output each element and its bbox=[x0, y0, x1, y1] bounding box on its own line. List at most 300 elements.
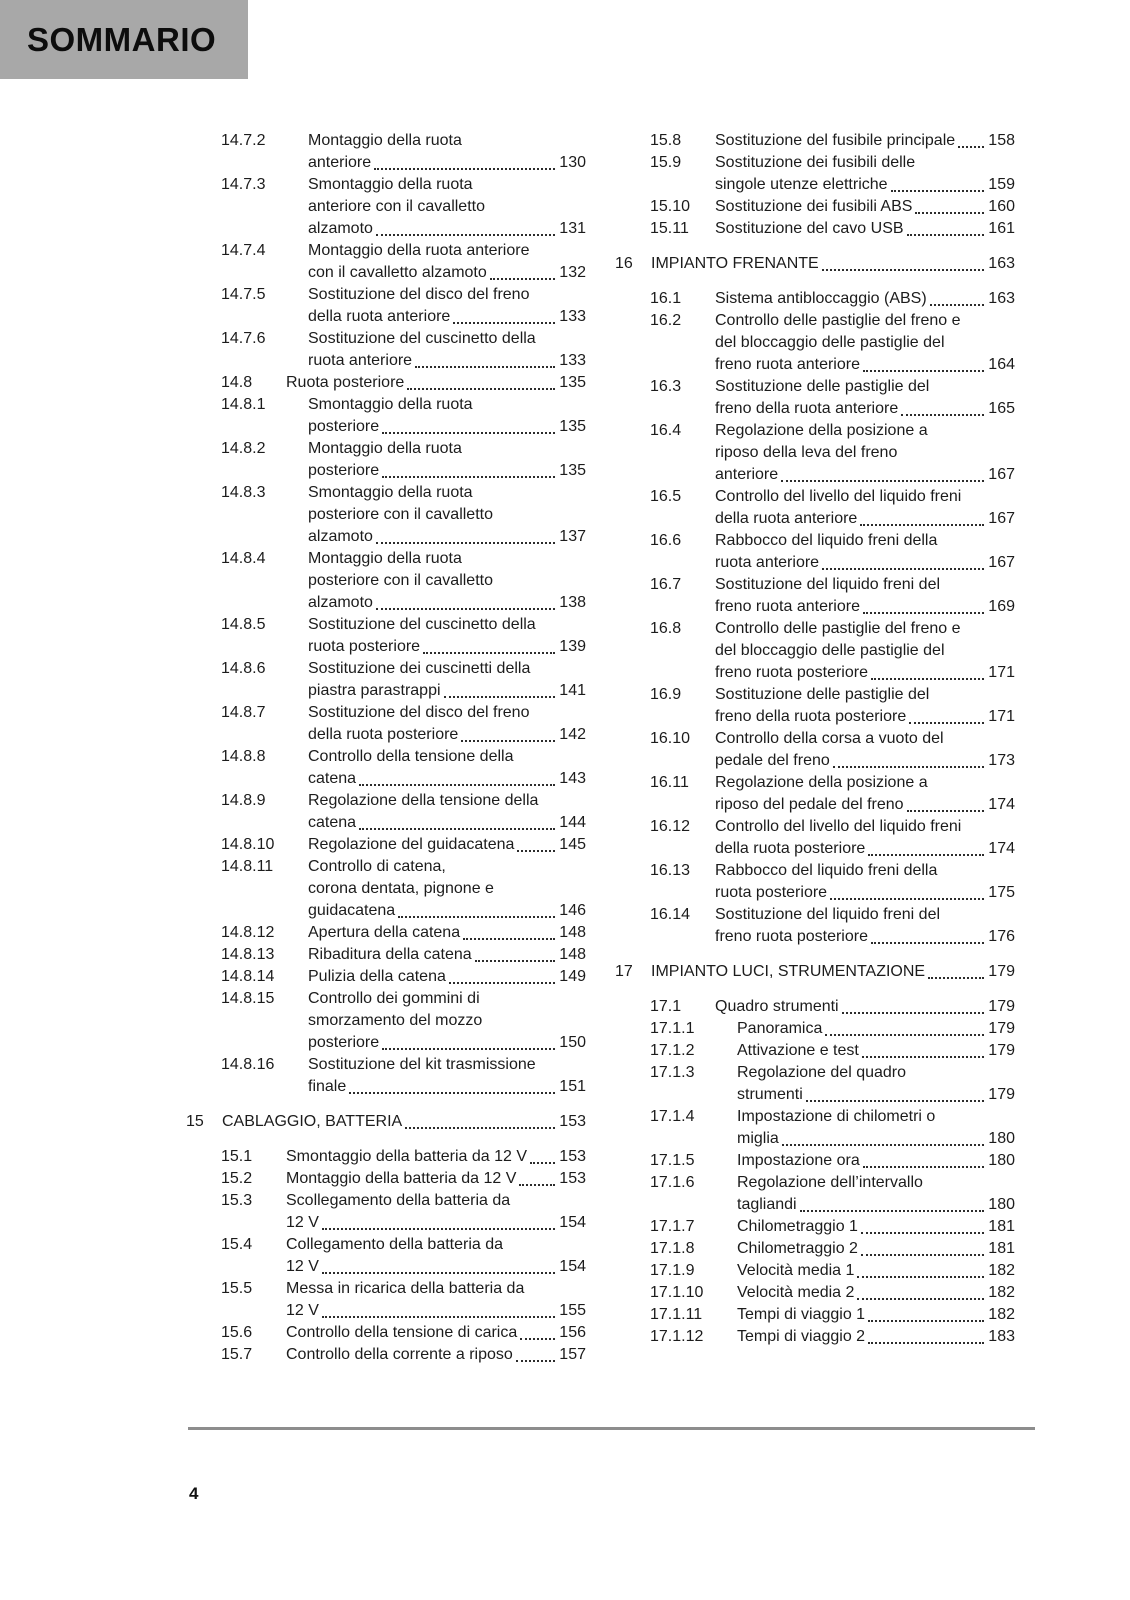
dotted-leader bbox=[382, 460, 555, 478]
toc-entry bbox=[186, 966, 586, 988]
toc-entry-title bbox=[308, 834, 586, 856]
toc-entry-title bbox=[308, 328, 586, 372]
dotted-leader bbox=[863, 1150, 985, 1168]
toc-entry-title-line bbox=[286, 372, 586, 394]
toc-entry-page: 153 bbox=[559, 1170, 586, 1187]
toc-entry-title-line: ruota anteriore bbox=[308, 352, 413, 369]
toc-entry-number: 15.8 bbox=[650, 132, 682, 149]
toc-entry-number: 14.8.3 bbox=[221, 484, 266, 501]
toc-entry-title-line bbox=[715, 552, 1015, 574]
toc-entry-title-line bbox=[286, 1146, 586, 1168]
dotted-leader bbox=[871, 926, 984, 944]
toc-entry-page: 163 bbox=[988, 255, 1015, 272]
toc-entry-title-line bbox=[222, 1111, 586, 1133]
toc-entry-page: 175 bbox=[988, 884, 1015, 901]
dotted-leader bbox=[463, 922, 555, 940]
toc-entry-title-line: posteriore con il cavalletto bbox=[308, 506, 493, 523]
toc-entry-title-line: Panoramica bbox=[737, 1020, 823, 1037]
toc-entry-page: 133 bbox=[559, 308, 586, 325]
toc-entry-page: 179 bbox=[988, 1020, 1015, 1037]
toc-entry-title-line: Sostituzione delle pastiglie del bbox=[715, 378, 930, 395]
dotted-leader bbox=[490, 262, 556, 280]
toc-entry-title bbox=[308, 702, 586, 746]
toc-entry-title-line: posteriore con il cavalletto bbox=[308, 572, 493, 589]
toc-entry-title-line bbox=[737, 1018, 1015, 1040]
toc-entry-title-line: Chilometraggio 1 bbox=[737, 1218, 858, 1235]
toc-entry bbox=[186, 790, 586, 834]
dotted-leader bbox=[449, 966, 555, 984]
toc-entry-page: 171 bbox=[988, 664, 1015, 681]
toc-entry-page: 183 bbox=[988, 1328, 1015, 1345]
toc-entry-title-line: Sostituzione del cuscinetto della bbox=[308, 616, 536, 633]
toc-entry-title-line: freno della ruota posteriore bbox=[715, 708, 907, 725]
toc-entry-title-line: Velocità media 2 bbox=[737, 1284, 855, 1301]
toc-entry-title-line: Sostituzione del cavo USB bbox=[715, 220, 904, 237]
toc-entry-number: 17.1.10 bbox=[650, 1284, 704, 1301]
dotted-leader bbox=[398, 900, 555, 918]
toc-entry bbox=[186, 372, 586, 394]
toc-entry-title-line: Montaggio della ruota anteriore bbox=[308, 242, 530, 259]
toc-entry-title-line: strumenti bbox=[737, 1086, 803, 1103]
toc-entry bbox=[186, 482, 586, 548]
toc-entry-title-line: posteriore bbox=[308, 462, 380, 479]
toc-entry-number: 16.14 bbox=[650, 906, 691, 923]
toc-entry-title bbox=[222, 1111, 586, 1133]
dotted-leader bbox=[359, 812, 555, 830]
toc-entry bbox=[186, 856, 586, 922]
toc-entry bbox=[186, 1190, 586, 1234]
toc-entry-page: 148 bbox=[559, 924, 586, 941]
toc-entry-number: 14.8.7 bbox=[221, 704, 266, 721]
toc-entry-number: 15.2 bbox=[221, 1170, 253, 1187]
dotted-leader bbox=[781, 464, 984, 482]
toc-entry-title-line: Montaggio della ruota bbox=[308, 550, 462, 567]
toc-entry-title-line: corona dentata, pignone e bbox=[308, 880, 494, 897]
toc-entry-title bbox=[737, 1172, 1015, 1216]
toc-entry bbox=[186, 394, 586, 438]
dotted-leader bbox=[800, 1194, 985, 1212]
toc-entry-title-line: smorzamento del mozzo bbox=[308, 1012, 483, 1029]
toc-entry-title-line bbox=[715, 130, 1015, 152]
toc-entry-title-line bbox=[308, 416, 586, 438]
toc-entry-title-line bbox=[715, 882, 1015, 904]
toc-entry-title-line: freno della ruota anteriore bbox=[715, 400, 899, 417]
toc-entry-title-line bbox=[308, 460, 586, 482]
toc-entry-page: 137 bbox=[559, 528, 586, 545]
toc-entry-number: 14.8.10 bbox=[221, 836, 275, 853]
dotted-leader bbox=[868, 1326, 984, 1344]
dotted-leader bbox=[868, 1304, 984, 1322]
dotted-leader bbox=[349, 1076, 555, 1094]
toc-entry-title-line: Sostituzione dei fusibili delle bbox=[715, 154, 916, 171]
toc-entry-title-line: Rabbocco del liquido freni della bbox=[715, 532, 938, 549]
toc-entry-title bbox=[308, 922, 586, 944]
toc-entry-title-line: ruota posteriore bbox=[715, 884, 828, 901]
toc-entry bbox=[186, 174, 586, 240]
toc-entry-title-line: Regolazione dell’intervallo bbox=[737, 1174, 923, 1191]
toc-entry-number: 17.1 bbox=[650, 998, 682, 1015]
toc-entry bbox=[615, 486, 1015, 530]
toc-entry-title-line bbox=[651, 961, 1015, 983]
toc-entry bbox=[186, 1234, 586, 1278]
toc-entry bbox=[186, 834, 586, 856]
toc-entry bbox=[186, 438, 586, 482]
toc-entry-title bbox=[308, 988, 586, 1054]
toc-entry-title-line bbox=[308, 262, 586, 284]
toc-entry-title-line bbox=[715, 838, 1015, 860]
toc-entry-title-line bbox=[308, 1076, 586, 1098]
toc-entry-number: 14.7.3 bbox=[221, 176, 266, 193]
toc-entry-title bbox=[651, 961, 1015, 983]
toc-entry-title-line bbox=[715, 196, 1015, 218]
toc-entry-title-line: Tempi di viaggio 1 bbox=[737, 1306, 866, 1323]
toc-entry-title-line: Rabbocco del liquido freni della bbox=[715, 862, 938, 879]
toc-entry-title-line: del bloccaggio delle pastiglie del bbox=[715, 642, 945, 659]
dotted-leader bbox=[415, 350, 555, 368]
toc-entry-number: 14.7.5 bbox=[221, 286, 266, 303]
toc-entry-title-line bbox=[286, 1322, 586, 1344]
toc-entry-title bbox=[737, 1150, 1015, 1172]
toc-entry-title-line: della ruota anteriore bbox=[308, 308, 451, 325]
toc-entry-page: 157 bbox=[559, 1346, 586, 1363]
toc-entry-page: 176 bbox=[988, 928, 1015, 945]
toc-entry bbox=[615, 288, 1015, 310]
toc-entry-title-line: Controllo della corrente a riposo bbox=[286, 1346, 513, 1363]
toc-entry-title bbox=[308, 438, 586, 482]
toc-entry-title-line: Regolazione del guidacatena bbox=[308, 836, 515, 853]
toc-entry-title-line bbox=[737, 1128, 1015, 1150]
toc-entry-page: 164 bbox=[988, 356, 1015, 373]
toc-entry bbox=[186, 614, 586, 658]
toc-entry-title-line: Sostituzione del liquido freni del bbox=[715, 576, 941, 593]
toc-entry-page: 141 bbox=[559, 682, 586, 699]
dotted-leader bbox=[475, 944, 556, 962]
toc-entry-title bbox=[715, 904, 1015, 948]
toc-entry-page: 150 bbox=[559, 1034, 586, 1051]
toc-entry-title-line: Controllo della tensione di carica bbox=[286, 1324, 518, 1341]
toc-entry-title-line: posteriore bbox=[308, 1034, 380, 1051]
toc-entry-title-line: anteriore bbox=[308, 154, 372, 171]
toc-entry-title-line: Controllo della corsa a vuoto del bbox=[715, 730, 944, 747]
toc-entry-page: 151 bbox=[559, 1078, 586, 1095]
toc-entry bbox=[186, 1344, 586, 1366]
toc-entry-title-line: posteriore bbox=[308, 418, 380, 435]
toc-entry-title bbox=[308, 658, 586, 702]
toc-entry-title-line bbox=[715, 750, 1015, 772]
toc-entry-title-line: 12 V bbox=[286, 1258, 319, 1275]
toc-entry-title-line: Controllo del livello del liquido freni bbox=[715, 488, 962, 505]
toc-entry-title-line bbox=[308, 636, 586, 658]
toc-entry-title bbox=[308, 284, 586, 328]
toc-entry bbox=[615, 310, 1015, 376]
toc-entry-page: 153 bbox=[559, 1148, 586, 1165]
toc-entry-title-line: anteriore con il cavalletto bbox=[308, 198, 485, 215]
toc-entry-title-line: freno ruota anteriore bbox=[715, 356, 860, 373]
dotted-leader bbox=[842, 996, 985, 1014]
toc-entry-title-line: del bloccaggio delle pastiglie del bbox=[715, 334, 945, 351]
toc-entry bbox=[186, 944, 586, 966]
toc-entry-title-line: della ruota anteriore bbox=[715, 510, 858, 527]
toc-entry-page: 133 bbox=[559, 352, 586, 369]
toc-entry bbox=[186, 240, 586, 284]
toc-entry-title-line: Impostazione ora bbox=[737, 1152, 860, 1169]
dotted-leader bbox=[822, 253, 985, 271]
toc-entry-title-line: alzamoto bbox=[308, 528, 373, 545]
toc-entry-page: 149 bbox=[559, 968, 586, 985]
toc-entry bbox=[615, 618, 1015, 684]
toc-entry-number: 15.7 bbox=[221, 1346, 253, 1363]
toc-entry-title bbox=[715, 684, 1015, 728]
toc-entry-title bbox=[286, 1168, 586, 1190]
toc-entry-title-line: Montaggio della ruota bbox=[308, 132, 462, 149]
toc-entry-title-line: Quadro strumenti bbox=[715, 998, 839, 1015]
toc-entry-title-line: Apertura della catena bbox=[308, 924, 461, 941]
toc-entry-title bbox=[308, 130, 586, 174]
toc-entry-title-line bbox=[308, 680, 586, 702]
toc-entry-title-line bbox=[286, 1256, 586, 1278]
toc-entry-title bbox=[308, 482, 586, 548]
toc-entry-number: 15.5 bbox=[221, 1280, 253, 1297]
toc-entry-title-line: singole utenze elettriche bbox=[715, 176, 888, 193]
toc-entry-title-line: Sostituzione del disco del freno bbox=[308, 286, 530, 303]
toc-entry-title bbox=[286, 1278, 586, 1322]
toc-entry bbox=[615, 1216, 1015, 1238]
toc-entry-title-line bbox=[715, 662, 1015, 684]
toc-entry-title-line bbox=[715, 706, 1015, 728]
footer-divider bbox=[188, 1427, 1035, 1430]
toc-entry-number: 15.3 bbox=[221, 1192, 253, 1209]
toc-entry-title bbox=[308, 856, 586, 922]
toc-entry-page: 135 bbox=[559, 418, 586, 435]
toc-entry-title-line bbox=[286, 1300, 586, 1322]
dotted-leader bbox=[860, 508, 984, 526]
toc-entry-title-line bbox=[737, 1216, 1015, 1238]
toc-entry-number: 16.9 bbox=[650, 686, 682, 703]
toc-entry-title-line: Regolazione della posizione a bbox=[715, 422, 928, 439]
toc-entry-number: 14.8 bbox=[221, 374, 253, 391]
toc-entry-number: 17.1.6 bbox=[650, 1174, 695, 1191]
toc-entry bbox=[186, 130, 586, 174]
toc-entry-number: 14.8.14 bbox=[221, 968, 275, 985]
toc-entry bbox=[615, 196, 1015, 218]
dotted-leader bbox=[444, 680, 556, 698]
toc-entry-title bbox=[737, 1018, 1015, 1040]
toc-entry-number: 16.7 bbox=[650, 576, 682, 593]
toc-entry-number: 17.1.8 bbox=[650, 1240, 695, 1257]
toc-entry bbox=[615, 996, 1015, 1018]
toc-entry bbox=[615, 772, 1015, 816]
toc-entry-title bbox=[737, 1216, 1015, 1238]
toc-entry-title bbox=[286, 372, 586, 394]
toc-entry-number: 16.1 bbox=[650, 290, 682, 307]
toc-entry-title bbox=[715, 530, 1015, 574]
toc-entry-title-line bbox=[308, 1032, 586, 1054]
toc-entry-title-line: con il cavalletto alzamoto bbox=[308, 264, 487, 281]
toc-entry-page: 143 bbox=[559, 770, 586, 787]
toc-entry-page: 171 bbox=[988, 708, 1015, 725]
toc-entry-title-line bbox=[737, 1194, 1015, 1216]
dotted-leader bbox=[382, 1032, 555, 1050]
toc-entry-title-line bbox=[715, 398, 1015, 420]
toc-entry-title-line: Regolazione della tensione della bbox=[308, 792, 539, 809]
toc-entry-title bbox=[308, 1054, 586, 1098]
toc-entry-page: 160 bbox=[988, 198, 1015, 215]
toc-entry-title-line bbox=[737, 1238, 1015, 1260]
toc-entry-page: 179 bbox=[988, 1042, 1015, 1059]
toc-entry-title-line: freno ruota anteriore bbox=[715, 598, 860, 615]
toc-entry bbox=[615, 684, 1015, 728]
toc-entry-title bbox=[308, 394, 586, 438]
toc-entry-title-line: Collegamento della batteria da bbox=[286, 1236, 504, 1253]
toc-entry-title-line bbox=[651, 253, 1015, 275]
toc-entry-page: 181 bbox=[988, 1218, 1015, 1235]
toc-entry-title-line: Smontaggio della ruota bbox=[308, 396, 473, 413]
dotted-leader bbox=[423, 636, 555, 654]
dotted-leader bbox=[382, 416, 555, 434]
toc-entry-number: 14.8.15 bbox=[221, 990, 275, 1007]
toc-entry-number: 16.8 bbox=[650, 620, 682, 637]
toc-entry bbox=[615, 376, 1015, 420]
toc-entry-title-line: Controllo delle pastiglie del freno e bbox=[715, 620, 961, 637]
toc-entry-title bbox=[737, 1040, 1015, 1062]
toc-entry-title-line bbox=[286, 1168, 586, 1190]
toc-entry-title bbox=[715, 860, 1015, 904]
toc-entry bbox=[615, 728, 1015, 772]
page-title: SOMMARIO bbox=[27, 20, 217, 58]
toc-entry-number: 14.8.16 bbox=[221, 1056, 275, 1073]
toc-entry-title-line bbox=[715, 596, 1015, 618]
dotted-leader bbox=[928, 961, 984, 979]
toc-entry bbox=[186, 548, 586, 614]
toc-entry-title bbox=[737, 1238, 1015, 1260]
toc-entry-page: 167 bbox=[988, 466, 1015, 483]
toc-entry-number: 16 bbox=[615, 255, 633, 272]
toc-entry-title-line: Ribaditura della catena bbox=[308, 946, 472, 963]
toc-entry-title bbox=[737, 1062, 1015, 1106]
dotted-leader bbox=[782, 1128, 985, 1146]
toc-entry-page: 179 bbox=[988, 1086, 1015, 1103]
toc-entry-number: 14.8.5 bbox=[221, 616, 266, 633]
toc-entry-title-line bbox=[308, 834, 586, 856]
toc-entry-title-line: Tempi di viaggio 2 bbox=[737, 1328, 866, 1345]
toc-entry-number: 17 bbox=[615, 963, 633, 980]
toc-entry-title-line bbox=[737, 1260, 1015, 1282]
toc-entry-title bbox=[715, 376, 1015, 420]
dotted-leader bbox=[461, 724, 555, 742]
table-of-contents bbox=[186, 130, 1015, 1366]
toc-entry-page: 163 bbox=[988, 290, 1015, 307]
toc-entry-title bbox=[715, 196, 1015, 218]
toc-entry bbox=[186, 1054, 586, 1098]
toc-entry-title-line: Smontaggio della ruota bbox=[308, 484, 473, 501]
toc-entry bbox=[615, 860, 1015, 904]
toc-entry-title-line: Controllo di catena, bbox=[308, 858, 446, 875]
toc-entry bbox=[615, 130, 1015, 152]
dotted-leader bbox=[857, 1260, 984, 1278]
toc-entry-title-line bbox=[308, 152, 586, 174]
toc-entry-number: 14.8.12 bbox=[221, 924, 275, 941]
dotted-leader bbox=[861, 1238, 984, 1256]
toc-entry bbox=[186, 1278, 586, 1322]
dotted-leader bbox=[806, 1084, 985, 1102]
toc-entry-title-line: Regolazione del quadro bbox=[737, 1064, 907, 1081]
toc-entry-title-line: della ruota posteriore bbox=[715, 840, 866, 857]
toc-entry-number: 15 bbox=[186, 1113, 204, 1130]
page-header bbox=[0, 0, 248, 79]
toc-entry-page: 180 bbox=[988, 1130, 1015, 1147]
toc-entry-number: 14.8.4 bbox=[221, 550, 266, 567]
page-number: 4 bbox=[189, 1484, 199, 1503]
toc-entry-number: 17.1.12 bbox=[650, 1328, 704, 1345]
toc-entry-title-line: Velocità media 1 bbox=[737, 1262, 855, 1279]
toc-entry bbox=[186, 284, 586, 328]
toc-entry-number: 16.6 bbox=[650, 532, 682, 549]
toc-entry bbox=[186, 1168, 586, 1190]
toc-entry-title bbox=[715, 574, 1015, 618]
toc-entry-title-line bbox=[715, 794, 1015, 816]
toc-entry-title bbox=[715, 486, 1015, 530]
toc-entry-number: 15.11 bbox=[650, 220, 689, 237]
toc-entry-number: 17.1.3 bbox=[650, 1064, 695, 1081]
toc-entry bbox=[186, 922, 586, 944]
toc-entry-title-line bbox=[308, 350, 586, 372]
toc-entry-title-line: Controllo del livello del liquido freni bbox=[715, 818, 962, 835]
toc-entry-title bbox=[715, 218, 1015, 240]
toc-entry-page: 154 bbox=[559, 1258, 586, 1275]
toc-entry-page: 179 bbox=[988, 998, 1015, 1015]
toc-entry-title bbox=[308, 790, 586, 834]
toc-entry-title bbox=[715, 996, 1015, 1018]
toc-entry-number: 17.1.7 bbox=[650, 1218, 695, 1235]
toc-column-left bbox=[186, 130, 586, 1366]
toc-entry bbox=[615, 253, 1015, 275]
toc-entry-number: 15.10 bbox=[650, 198, 691, 215]
toc-entry-title bbox=[715, 618, 1015, 684]
dotted-leader bbox=[405, 1111, 555, 1129]
toc-entry-page: 180 bbox=[988, 1196, 1015, 1213]
dotted-leader bbox=[359, 768, 555, 786]
toc-entry-page: 158 bbox=[988, 132, 1015, 149]
toc-entry-title-line bbox=[286, 1344, 586, 1366]
toc-entry-title-line bbox=[715, 464, 1015, 486]
toc-entry-title-line bbox=[308, 966, 586, 988]
toc-entry-title-line bbox=[737, 1326, 1015, 1348]
toc-entry-title-line: Sostituzione dei cuscinetti della bbox=[308, 660, 531, 677]
toc-entry-title-line bbox=[715, 218, 1015, 240]
toc-entry-number: 14.8.6 bbox=[221, 660, 266, 677]
toc-entry-page: 135 bbox=[559, 374, 586, 391]
toc-entry-title-line: Chilometraggio 2 bbox=[737, 1240, 858, 1257]
toc-entry-number: 17.1.5 bbox=[650, 1152, 695, 1169]
toc-entry-title-line: catena bbox=[308, 814, 357, 831]
toc-entry-title-line bbox=[308, 592, 586, 614]
toc-entry-title bbox=[737, 1326, 1015, 1348]
dotted-leader bbox=[871, 662, 984, 680]
toc-entry-title-line bbox=[715, 996, 1015, 1018]
toc-entry-title bbox=[308, 746, 586, 790]
dotted-leader bbox=[322, 1300, 555, 1318]
toc-entry-title-line bbox=[715, 174, 1015, 196]
toc-entry-page: 154 bbox=[559, 1214, 586, 1231]
toc-entry-title bbox=[308, 174, 586, 240]
toc-entry-title-line: IMPIANTO FRENANTE bbox=[651, 255, 819, 272]
toc-entry bbox=[615, 1304, 1015, 1326]
dotted-leader bbox=[857, 1282, 984, 1300]
toc-entry-title-line bbox=[308, 922, 586, 944]
toc-entry-title-line bbox=[715, 354, 1015, 376]
toc-entry-page: 135 bbox=[559, 462, 586, 479]
toc-entry bbox=[615, 152, 1015, 196]
